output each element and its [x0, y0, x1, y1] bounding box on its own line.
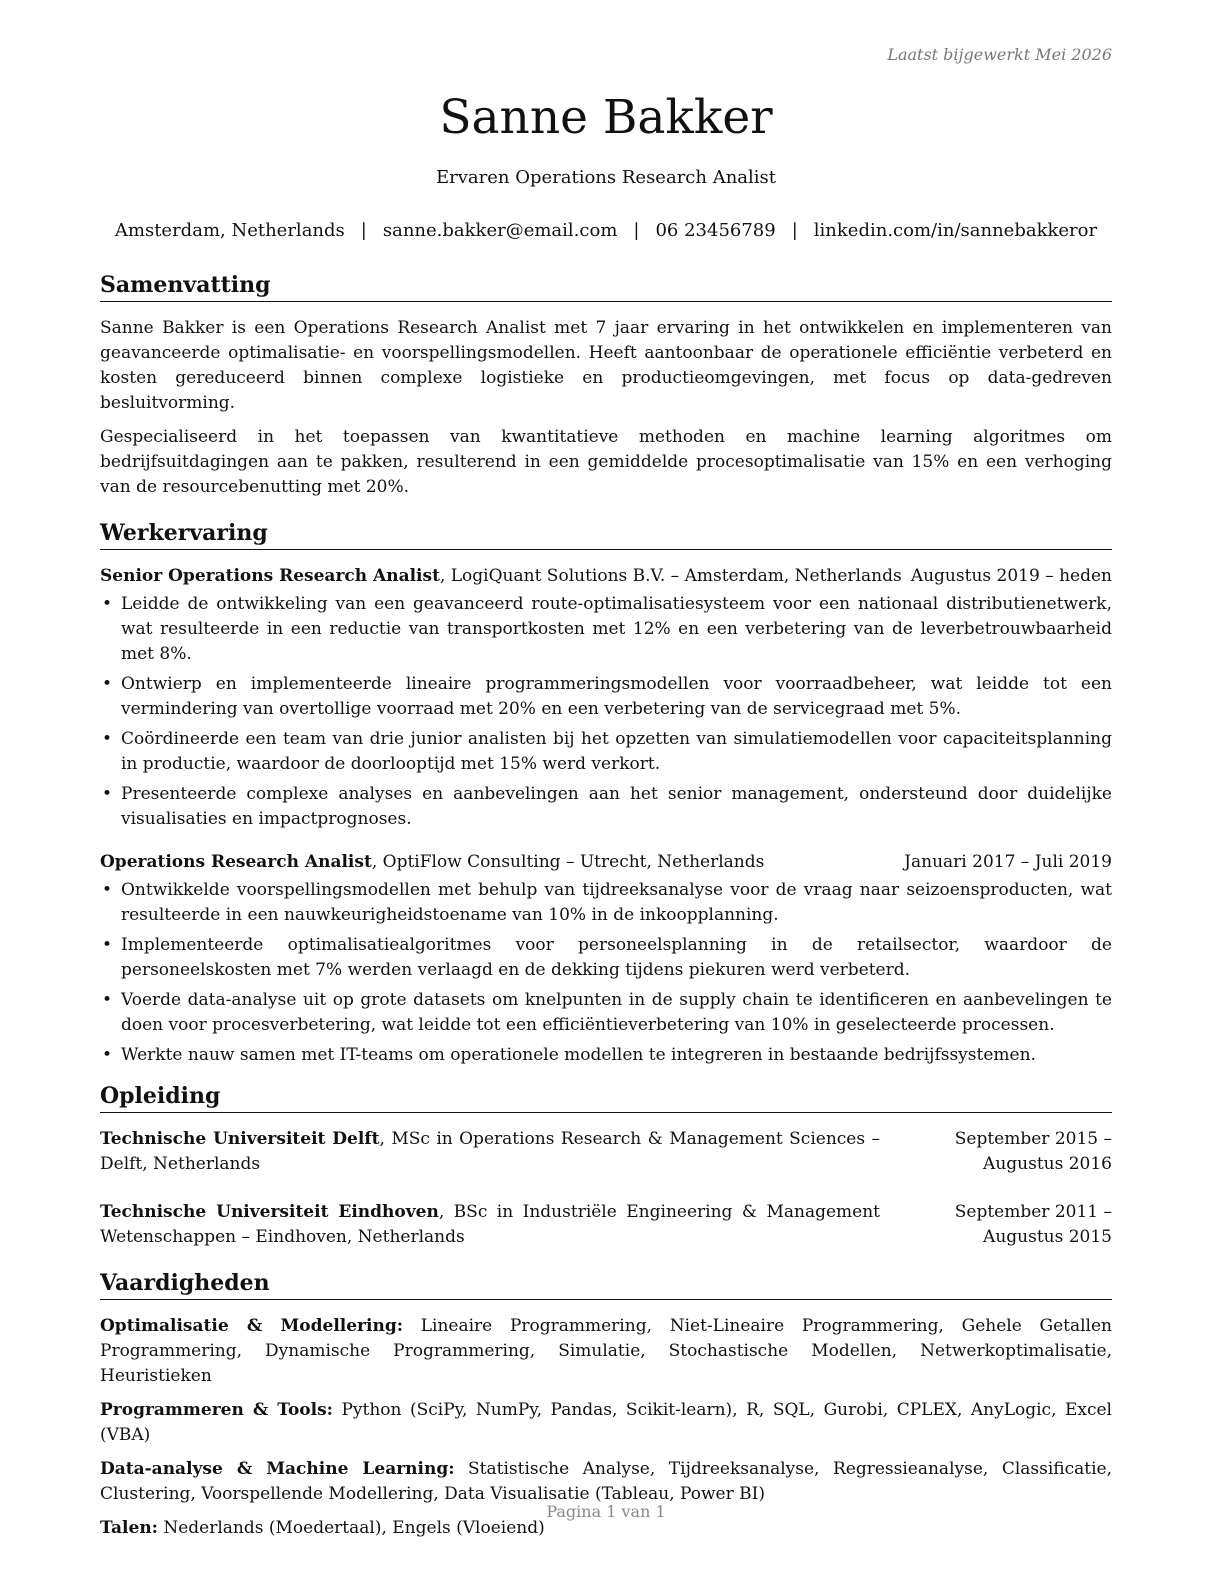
job-header [100, 850, 1112, 875]
list-item [100, 782, 1112, 832]
list-item [100, 878, 1112, 928]
contact-line [70, 220, 1142, 241]
experience-section [100, 518, 1112, 1068]
education-degree: , MSc in Operations Research & Management Sciences – Delft, Netherlands [100, 1129, 880, 1174]
bullet-icon: • [102, 935, 113, 955]
bullet-icon: • [102, 1045, 113, 1065]
bullet-text: Presenteerde complexe analyses en aanbevelingen aan het senior management, ondersteund door duidelijke visualisaties en impactprognoses. [121, 784, 1112, 829]
contact-phone: 06 23456789 [655, 220, 776, 241]
bullet-icon: • [102, 674, 113, 694]
contact-email[interactable]: sanne.bakker@email.com [382, 220, 618, 241]
skill-line [100, 1314, 1112, 1389]
skill-label: Optimalisatie & Modellering: [100, 1316, 403, 1336]
section-heading-education: Opleiding [100, 1081, 1112, 1113]
skill-label: Talen: [100, 1518, 158, 1538]
education-dates: September 2015 – Augustus 2016 [954, 1129, 1112, 1174]
job-role: Operations Research Analist [100, 852, 372, 872]
bullet-icon: • [102, 594, 113, 614]
job-bullets [100, 878, 1112, 1068]
bullet-text: Voerde data-analyse uit op grote datasets om knelpunten in de supply chain te identificeren en aanbevelingen te doen voor procesverbetering, wat leidde tot een efficiëntieverbetering van 10% in geselecteerde processen. [121, 990, 1112, 1035]
skill-value: Nederlands (Moedertaal), Engels (Vloeiend) [157, 1518, 545, 1538]
education-detail [100, 1127, 880, 1177]
contact-location: Amsterdam, Netherlands [114, 220, 345, 241]
skill-value: Statistische Analyse, Tijdreeksanalyse, Regressieanalyse, Classificatie, Clustering, Voorspellende Modellering, Data Visualisatie (Tableau, Power BI) [100, 1459, 1113, 1504]
education-school: Technische Universiteit Eindhoven [100, 1202, 439, 1222]
bullet-icon: • [102, 880, 113, 900]
section-heading-experience: Werkervaring [100, 518, 1112, 550]
education-school: Technische Universiteit Delft [100, 1129, 380, 1149]
bullet-text: Ontwikkelde voorspellingsmodellen met behulp van tijdreeksanalyse voor de vraag naar seizoensproducten, wat resulteerde in een nauwkeurigheidstoename van 10% in de inkoopplanning. [121, 880, 1112, 925]
job-title-line [100, 850, 764, 875]
education-degree: , BSc in Industriële Engineering & Management Wetenschappen – Eindhoven, Netherlands [100, 1202, 880, 1247]
section-heading-skills: Vaardigheden [100, 1268, 1112, 1300]
skill-label: Programmeren & Tools: [100, 1400, 333, 1420]
job-bullets [100, 592, 1112, 832]
job-title-line [100, 564, 902, 589]
candidate-name: Sanne Bakker [439, 90, 773, 145]
bullet-text: Ontwierp en implementeerde lineaire programmeringsmodellen voor voorraadbeheer, wat leidde tot een vermindering van overtollige voorraad met 20% en een verbetering van de servicegraad met 5%. [121, 674, 1112, 719]
bullet-text: Werkte nauw samen met IT-teams om operationele modellen te integreren in bestaande bedrijfssystemen. [121, 1045, 1036, 1065]
contact-separator: | [360, 220, 367, 241]
summary-paragraph: Gespecialiseerd in het toepassen van kwantitatieve methoden en machine learning algoritmes om bedrijfsuitdagingen aan te pakken, resulterend in een gemiddelde procesoptimalisatie van 15% en een verhoging van de resourcebenutting met 20%. [100, 427, 1112, 497]
summary-section [100, 270, 1112, 500]
summary-paragraph: Sanne Bakker is een Operations Research Analist met 7 jaar ervaring in het ontwikkelen en implementeren van geavanceerde optimalisatie- en voorspellingsmodellen. Heeft aantoonbaar de operationele efficiëntie verbeterd en kosten gereduceerd binnen complexe logistieke en productieomgevingen, met focus op data-gedreven besluitvorming. [100, 318, 1112, 413]
job-role: Senior Operations Research Analist [100, 566, 440, 586]
job-dates: Januari 2017 – Juli 2019 [904, 852, 1112, 872]
bullet-text: Coördineerde een team van drie junior analisten bij het opzetten van simulatiemodellen voor capaciteitsplanning in productie, waardoor de doorlooptijd met 15% werd verkort. [121, 729, 1112, 774]
job-entry [100, 564, 1112, 832]
bullet-text: Implementeerde optimalisatiealgoritmes voor personeelsplanning in de retailsector, waardoor de personeelskosten met 7% werden verlaagd en de dekking tijdens piekuren werd verbeterd. [121, 935, 1112, 980]
section-heading-summary: Samenvatting [100, 270, 1112, 302]
bullet-text: Leidde de ontwikkeling van een geavanceerd route-optimalisatiesysteem voor een nationaal distributienetwerk, wat resulteerde in een reductie van transportkosten met 12% en een verbetering van de leverbetrouwbaarheid met 8%. [121, 594, 1112, 664]
list-item [100, 672, 1112, 722]
skill-value: Python (SciPy, NumPy, Pandas, Scikit-learn), R, SQL, Gurobi, CPLEX, AnyLogic, Excel (VBA) [100, 1400, 1112, 1445]
contact-separator: | [791, 220, 798, 241]
education-dates: September 2011 – Augustus 2015 [954, 1202, 1112, 1247]
bullet-icon: • [102, 784, 113, 804]
job-company: , LogiQuant Solutions B.V. – Amsterdam, Netherlands [439, 566, 902, 586]
list-item [100, 592, 1112, 667]
job-header [100, 564, 1112, 589]
bullet-icon: • [102, 990, 113, 1010]
skill-line [100, 1398, 1112, 1448]
resume-page [100, 0, 1112, 1584]
resume-body [100, 270, 1112, 1541]
education-entry [100, 1127, 1112, 1177]
skill-value: Lineaire Programmering, Niet-Lineaire Programmering, Gehele Getallen Programmering, Dynamische Programmering, Simulatie, Stochastische Modellen, Netwerkoptimalisatie, Heuristieken [100, 1316, 1112, 1386]
job-entry [100, 850, 1112, 1068]
list-item [100, 988, 1112, 1038]
education-entry [100, 1200, 1112, 1250]
skills-section [100, 1268, 1112, 1541]
job-dates: Augustus 2019 – heden [910, 566, 1112, 586]
skill-label: Data-analyse & Machine Learning: [100, 1459, 455, 1479]
list-item [100, 727, 1112, 777]
skill-line [100, 1457, 1112, 1507]
contact-linkedin[interactable]: linkedin.com/in/sannebakkeror [813, 220, 1098, 241]
list-item [100, 1043, 1112, 1068]
education-section [100, 1081, 1112, 1250]
candidate-title: Ervaren Operations Research Analist [436, 167, 776, 188]
job-company: , OptiFlow Consulting – Utrecht, Netherlands [371, 852, 765, 872]
contact-separator: | [633, 220, 640, 241]
list-item [100, 933, 1112, 983]
education-detail [100, 1200, 880, 1250]
last-updated: Laatst bijgewerkt Mei 2026 [887, 45, 1112, 64]
page-number: Pagina 1 van 1 [546, 1502, 666, 1521]
bullet-icon: • [102, 729, 113, 749]
